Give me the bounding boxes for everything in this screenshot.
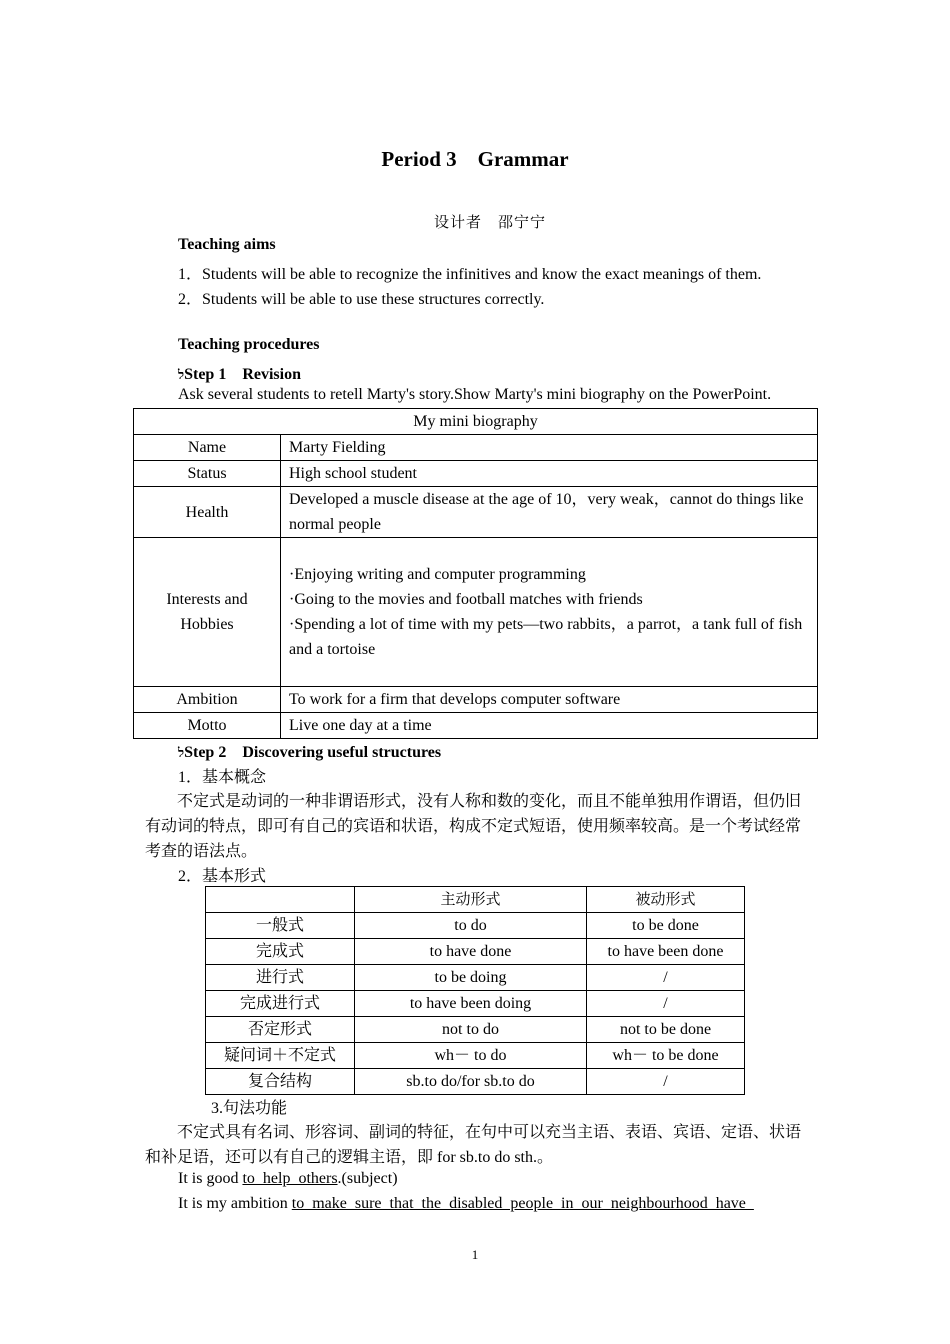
biography-table bbox=[133, 408, 818, 739]
bio-label-interests: Interests and Hobbies bbox=[134, 538, 281, 687]
forms-header-passive: 被动形式 bbox=[587, 887, 745, 913]
page-title: Period 3 Grammar bbox=[381, 147, 569, 171]
form-active: wh－ to do bbox=[355, 1043, 587, 1069]
interest-item: ·Spending a lot of time with my pets—two rabbits，a parrot，a tank full of fish and a tortoise bbox=[289, 616, 803, 658]
table-row bbox=[206, 939, 745, 965]
table-row bbox=[134, 487, 818, 538]
forms-header-empty bbox=[206, 887, 355, 913]
form-active: to have been doing bbox=[355, 991, 587, 1017]
example-underlined: to make sure that the disabled people in our neighbourhood have bbox=[291, 1195, 754, 1212]
example-underlined: to help others bbox=[242, 1170, 338, 1187]
form-name: 复合结构 bbox=[206, 1069, 355, 1095]
forms-header-active: 主动形式 bbox=[355, 887, 587, 913]
form-name: 否定形式 bbox=[206, 1017, 355, 1043]
bio-label-status: Status bbox=[134, 461, 281, 487]
form-passive: to be done bbox=[587, 913, 745, 939]
example-text: It is my ambition bbox=[178, 1195, 292, 1212]
table-row bbox=[206, 965, 745, 991]
form-passive: not to be done bbox=[587, 1017, 745, 1043]
biography-caption: My mini biography bbox=[134, 409, 818, 435]
bio-value-motto: Live one day at a time bbox=[281, 713, 818, 739]
sub-heading-forms: 2．基本形式 bbox=[178, 868, 267, 885]
table-row bbox=[134, 687, 818, 713]
table-row bbox=[206, 1017, 745, 1043]
table-row bbox=[134, 409, 818, 435]
table-row bbox=[206, 1069, 745, 1095]
aim-item-2: 2．Students will be able to use these structures correctly. bbox=[178, 291, 545, 308]
interest-item: ·Enjoying writing and computer programming bbox=[289, 566, 586, 583]
form-passive: wh－ to be done bbox=[587, 1043, 745, 1069]
author-line: 设计者 邵宁宁 bbox=[433, 215, 546, 231]
interest-item: ·Going to the movies and football matches with friends bbox=[289, 591, 643, 608]
bio-label-health: Health bbox=[134, 487, 281, 538]
table-row bbox=[206, 913, 745, 939]
bio-value-interests bbox=[281, 538, 818, 687]
table-row bbox=[134, 435, 818, 461]
sub-heading-syntax: 3.句法功能 bbox=[211, 1100, 288, 1117]
aim-item-1: 1．Students will be able to recognize the infinitives and know the exact meanings of them. bbox=[178, 266, 762, 283]
step1-label: Step 1 Revision bbox=[184, 366, 301, 383]
table-row bbox=[134, 461, 818, 487]
form-name: 一般式 bbox=[206, 913, 355, 939]
form-active: to have done bbox=[355, 939, 587, 965]
bio-label-ambition: Ambition bbox=[134, 687, 281, 713]
table-row bbox=[134, 538, 818, 687]
example-sentence-1 bbox=[178, 1170, 398, 1188]
step1-text: Ask several students to retell Marty's story.Show Marty's mini biography on the PowerPoint. bbox=[178, 386, 772, 403]
table-row bbox=[206, 991, 745, 1017]
step-marker-icon: ל bbox=[178, 745, 185, 760]
example-text: .(subject) bbox=[337, 1170, 398, 1187]
page-number: 1 bbox=[471, 1247, 479, 1262]
form-active: not to do bbox=[355, 1017, 587, 1043]
bio-value-health: Developed a muscle disease at the age of 10，very weak，cannot do things like normal people bbox=[281, 487, 818, 538]
form-active: to be doing bbox=[355, 965, 587, 991]
teaching-procedures-heading: Teaching procedures bbox=[178, 336, 320, 353]
example-text: It is good bbox=[178, 1170, 243, 1187]
table-row bbox=[206, 1043, 745, 1069]
form-name: 疑问词＋不定式 bbox=[206, 1043, 355, 1069]
form-active: sb.to do/for sb.to do bbox=[355, 1069, 587, 1095]
sub-heading-concept: 1．基本概念 bbox=[178, 769, 267, 786]
table-row bbox=[134, 713, 818, 739]
step2-heading bbox=[178, 739, 441, 762]
step2-label: Step 2 Discovering useful structures bbox=[184, 744, 442, 761]
bio-label-motto: Motto bbox=[134, 713, 281, 739]
infinitive-forms-table bbox=[205, 886, 745, 1095]
form-name: 完成进行式 bbox=[206, 991, 355, 1017]
form-passive: / bbox=[587, 1069, 745, 1095]
step1-heading bbox=[178, 361, 301, 384]
form-passive: / bbox=[587, 965, 745, 991]
step-marker-icon: ל bbox=[178, 367, 185, 382]
form-active: to do bbox=[355, 913, 587, 939]
syntax-paragraph: 不定式具有名词、形容词、副词的特征，在句中可以充当主语、表语、宾语、定语、状语和补足语，还可以有自己的逻辑主语，即 for sb.to do sth.。 bbox=[145, 1124, 802, 1166]
bio-label-name: Name bbox=[134, 435, 281, 461]
table-row bbox=[206, 887, 745, 913]
bio-value-ambition: To work for a firm that develops computer software bbox=[281, 687, 818, 713]
form-name: 完成式 bbox=[206, 939, 355, 965]
form-passive: / bbox=[587, 991, 745, 1017]
bio-value-status: High school student bbox=[281, 461, 818, 487]
form-passive: to have been done bbox=[587, 939, 745, 965]
concept-paragraph: 不定式是动词的一种非谓语形式，没有人称和数的变化，而且不能单独用作谓语，但仍旧有动词的特点，即可有自己的宾语和状语，构成不定式短语，使用频率较高。是一个考试经常考查的语法点。 bbox=[145, 793, 802, 860]
example-sentence-2 bbox=[178, 1195, 754, 1213]
bio-value-name: Marty Fielding bbox=[281, 435, 818, 461]
teaching-aims-heading: Teaching aims bbox=[178, 236, 276, 253]
form-name: 进行式 bbox=[206, 965, 355, 991]
